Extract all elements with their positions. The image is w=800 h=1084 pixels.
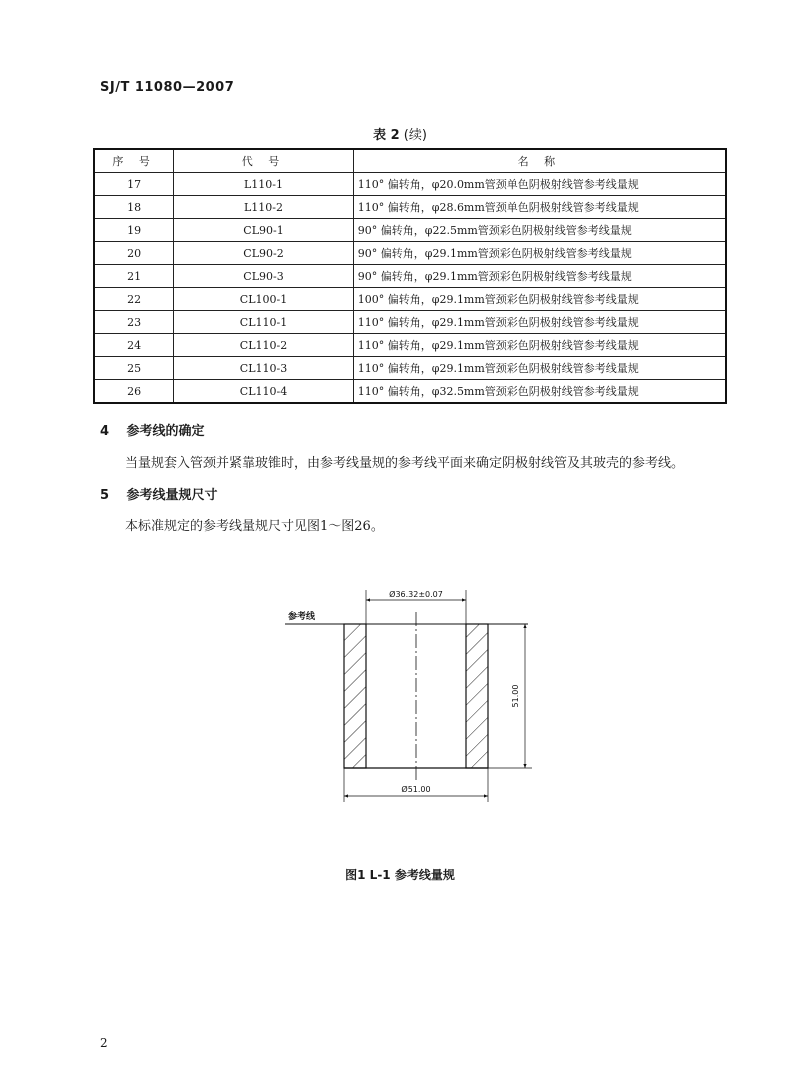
cell-name: 100° 偏转角，φ29.1mm管颈彩色阴极射线管参考线量规 [353, 288, 726, 311]
cell-name: 110° 偏转角，φ20.0mm管颈单色阴极射线管参考线量规 [353, 173, 726, 196]
cell-no: 25 [94, 357, 174, 380]
cell-name: 110° 偏转角，φ32.5mm管颈彩色阴极射线管参考线量规 [353, 380, 726, 404]
column-header-no: 序 号 [94, 149, 174, 173]
cell-name: 90° 偏转角，φ29.1mm管颈彩色阴极射线管参考线量规 [353, 265, 726, 288]
cell-name: 110° 偏转角，φ29.1mm管颈彩色阴极射线管参考线量规 [353, 334, 726, 357]
cell-name: 110° 偏转角，φ29.1mm管颈彩色阴极射线管参考线量规 [353, 311, 726, 334]
figure-caption: 图1 L-1 参考线量规 [345, 868, 455, 882]
cell-no: 17 [94, 173, 174, 196]
cell-code: CL110-4 [174, 380, 353, 404]
outer-diameter-label: Ø51.00 [401, 785, 431, 794]
table-title-number: 表 2 [373, 128, 400, 143]
right-wall-section [466, 624, 488, 768]
cell-code: CL110-1 [174, 311, 353, 334]
cell-no: 20 [94, 242, 174, 265]
inner-diameter-label: Ø36.32±0.07 [389, 590, 443, 599]
cell-no: 23 [94, 311, 174, 334]
reference-line-label: 参考线 [288, 612, 316, 622]
cell-code: CL100-1 [174, 288, 353, 311]
cell-name: 110° 偏转角，φ28.6mm管颈单色阴极射线管参考线量规 [353, 196, 726, 219]
cell-code: L110-1 [174, 173, 353, 196]
cell-no: 18 [94, 196, 174, 219]
cell-name: 90° 偏转角，φ22.5mm管颈彩色阴极射线管参考线量规 [353, 219, 726, 242]
column-header-code: 代 号 [174, 149, 353, 173]
cell-no: 24 [94, 334, 174, 357]
cell-name: 90° 偏转角，φ29.1mm管颈彩色阴极射线管参考线量规 [353, 242, 726, 265]
section-number: 5 [100, 488, 110, 503]
cell-no: 19 [94, 219, 174, 242]
cell-code: CL90-3 [174, 265, 353, 288]
section-number: 4 [100, 424, 110, 439]
section-5-paragraph: 本标准规定的参考线量规尺寸见图1～图26。 [125, 519, 384, 534]
page-number: 2 [100, 1036, 108, 1050]
table-title-continued: (续) [403, 128, 427, 143]
left-wall-section [344, 624, 366, 768]
cell-code: CL90-2 [174, 242, 353, 265]
standard-code: SJ/T 11080—2007 [100, 80, 235, 95]
section-title: 参考线的确定 [126, 424, 205, 439]
column-header-name: 名 称 [353, 149, 726, 173]
cell-code: CL110-2 [174, 334, 353, 357]
cell-name: 110° 偏转角，φ29.1mm管颈彩色阴极射线管参考线量规 [353, 357, 726, 380]
cell-no: 26 [94, 380, 174, 404]
cell-no: 22 [94, 288, 174, 311]
section-title: 参考线量规尺寸 [126, 488, 218, 503]
cell-no: 21 [94, 265, 174, 288]
cell-code: CL90-1 [174, 219, 353, 242]
cell-code: L110-2 [174, 196, 353, 219]
height-label: 51.00 [511, 684, 520, 708]
cell-code: CL110-3 [174, 357, 353, 380]
section-4-paragraph: 当量规套入管颈并紧靠玻锥时，由参考线量规的参考线平面来确定阴极射线管及其玻壳的参考线。 [125, 456, 685, 471]
